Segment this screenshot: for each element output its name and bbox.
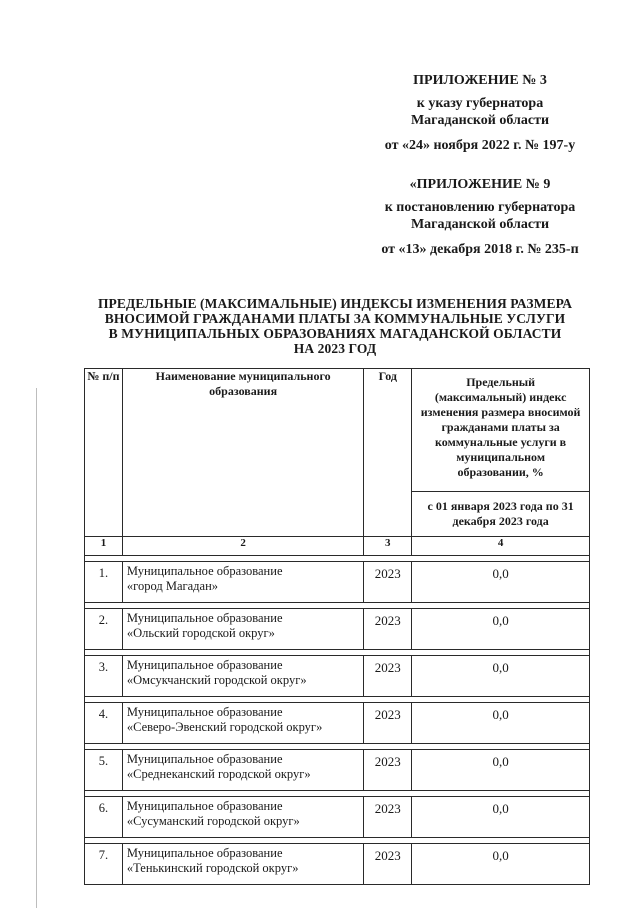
- row-number: 3.: [85, 656, 123, 697]
- row-number: 1.: [85, 562, 123, 603]
- header-name: Наименование муниципального образования: [122, 369, 363, 537]
- table-row: [85, 750, 590, 791]
- municipality-title: «Сусуманский городской округ»: [126, 814, 300, 828]
- col-number-4: 4: [412, 537, 590, 556]
- header-period: с 01 января 2023 года по 31 декабря 2023 года: [412, 492, 590, 537]
- municipality-name: [122, 609, 363, 650]
- municipality-type: Муниципальное образование: [126, 658, 283, 672]
- municipality-name: [122, 703, 363, 744]
- table-row: [85, 844, 590, 885]
- indices-table: [84, 368, 590, 885]
- municipality-name: [122, 797, 363, 838]
- row-year: 2023: [364, 844, 412, 885]
- municipality-name: [122, 750, 363, 791]
- municipality-type: Муниципальное образование: [126, 564, 283, 578]
- appendix-9-region: Магаданской области: [410, 217, 550, 232]
- municipality-title: «Тенькинский городской округ»: [126, 861, 299, 875]
- header-num: № п/п: [85, 369, 123, 537]
- col-number-2: 2: [122, 537, 363, 556]
- municipality-type: Муниципальное образование: [126, 752, 283, 766]
- row-year: 2023: [364, 703, 412, 744]
- row-index-value: 0,0: [412, 844, 590, 885]
- title-line-3: В МУНИЦИПАЛЬНЫХ ОБРАЗОВАНИЯХ МАГАДАНСКОЙ ОБЛАСТИ: [108, 326, 562, 341]
- row-index-value: 0,0: [412, 609, 590, 650]
- row-number: 2.: [85, 609, 123, 650]
- row-number: 7.: [85, 844, 123, 885]
- col-number-3: 3: [364, 537, 412, 556]
- appendix-3-region: Магаданской области: [410, 113, 550, 128]
- appendix-3-title: ПРИЛОЖЕНИЕ № 3: [413, 73, 547, 88]
- municipality-type: Муниципальное образование: [126, 846, 283, 860]
- municipality-title: «Среднеканский городской округ»: [126, 767, 311, 781]
- appendix-9-header: [360, 176, 600, 258]
- appendix-9-resolution: к постановлению губернатора: [384, 200, 576, 215]
- title-line-4: НА 2023 ГОД: [293, 341, 377, 356]
- row-year: 2023: [364, 656, 412, 697]
- appendix-3-date: от «24» ноября 2022 г. № 197-у: [384, 138, 576, 153]
- row-number: 4.: [85, 703, 123, 744]
- row-number: 6.: [85, 797, 123, 838]
- title-line-2: ВНОСИМОЙ ГРАЖДАНАМИ ПЛАТЫ ЗА КОММУНАЛЬНЫЕ УСЛУГИ: [104, 311, 566, 326]
- row-index-value: 0,0: [412, 656, 590, 697]
- row-number: 5.: [85, 750, 123, 791]
- table-row: [85, 562, 590, 603]
- col-number-1: 1: [85, 537, 123, 556]
- municipality-type: Муниципальное образование: [126, 611, 283, 625]
- row-index-value: 0,0: [412, 750, 590, 791]
- header-index: Предельный (максимальный) индекс изменения размера вносимой гражданами платы за коммунальные услуги в муниципальном образовании, %: [412, 369, 590, 492]
- table-row: [85, 609, 590, 650]
- document-title: [70, 296, 600, 356]
- title-line-1: ПРЕДЕЛЬНЫЕ (МАКСИМАЛЬНЫЕ) ИНДЕКСЫ ИЗМЕНЕНИЯ РАЗМЕРА: [97, 296, 573, 311]
- municipality-name: [122, 562, 363, 603]
- scan-margin-line: [36, 388, 37, 908]
- table-row: [85, 703, 590, 744]
- appendix-3-header: [360, 72, 600, 154]
- municipality-title: «город Магадан»: [126, 579, 219, 593]
- appendix-9-title: «ПРИЛОЖЕНИЕ № 9: [409, 177, 551, 192]
- municipality-title: «Омсукчанский городской округ»: [126, 673, 307, 687]
- municipality-title: «Ольский городской округ»: [126, 626, 275, 640]
- municipality-type: Муниципальное образование: [126, 799, 283, 813]
- table-row: [85, 797, 590, 838]
- column-number-row: [85, 537, 590, 556]
- appendix-9-date: от «13» декабря 2018 г. № 235-п: [381, 242, 579, 257]
- row-year: 2023: [364, 797, 412, 838]
- row-year: 2023: [364, 750, 412, 791]
- header-year: Год: [364, 369, 412, 537]
- municipality-name: [122, 844, 363, 885]
- table-row: [85, 656, 590, 697]
- appendix-3-decree: к указу губернатора: [416, 96, 544, 111]
- municipality-title: «Северо-Эвенский городской округ»: [126, 720, 323, 734]
- row-year: 2023: [364, 609, 412, 650]
- row-year: 2023: [364, 562, 412, 603]
- row-index-value: 0,0: [412, 562, 590, 603]
- row-index-value: 0,0: [412, 703, 590, 744]
- municipality-name: [122, 656, 363, 697]
- municipality-type: Муниципальное образование: [126, 705, 283, 719]
- row-index-value: 0,0: [412, 797, 590, 838]
